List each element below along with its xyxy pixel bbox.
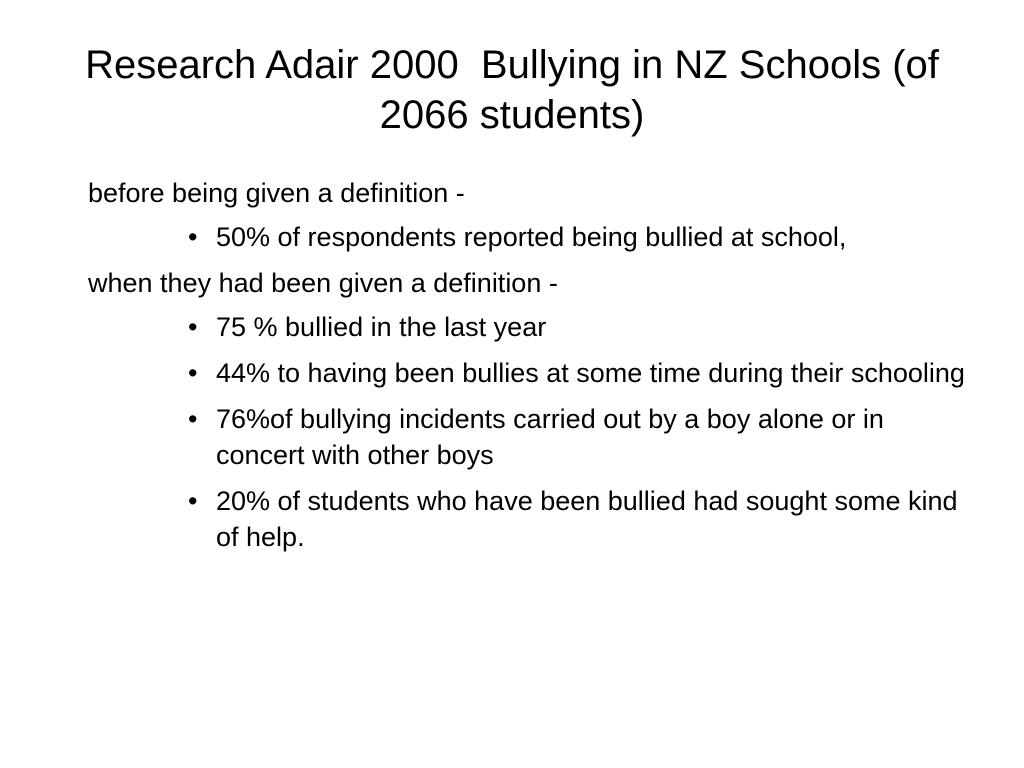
bullet-list-after [88,309,968,555]
bullet-item [188,355,968,391]
bullet-text: 75 % bullied in the last year [216,312,547,342]
bullet-list-before [88,219,968,255]
bullet-item [188,401,968,473]
bullet-dot: • [188,486,198,516]
bullet-text: 76%of bullying incidents carried out by a boy alone or in concert with other boys [216,404,884,470]
bullet-text: 50% of respondents reported being bullied at school, [216,222,847,252]
slide-body [88,175,968,565]
bullet-dot: • [188,404,198,434]
section-heading-before: before being given a definition - [88,178,465,208]
bullet-dot: • [188,358,198,388]
section-heading-after: when they had been given a definition - [88,268,558,298]
bullet-text: 44% to having been bullies at some time during their schooling [216,358,965,388]
slide-title: Research Adair 2000 Bullying in NZ Schools (of 2066 students) [85,43,951,137]
bullet-dot: • [188,222,198,252]
bullet-item [188,309,968,345]
bullet-dot: • [188,312,198,342]
bullet-item [188,219,968,255]
bullet-text: 20% of students who have been bullied had sought some kind of help. [216,486,958,552]
bullet-item [188,483,968,555]
